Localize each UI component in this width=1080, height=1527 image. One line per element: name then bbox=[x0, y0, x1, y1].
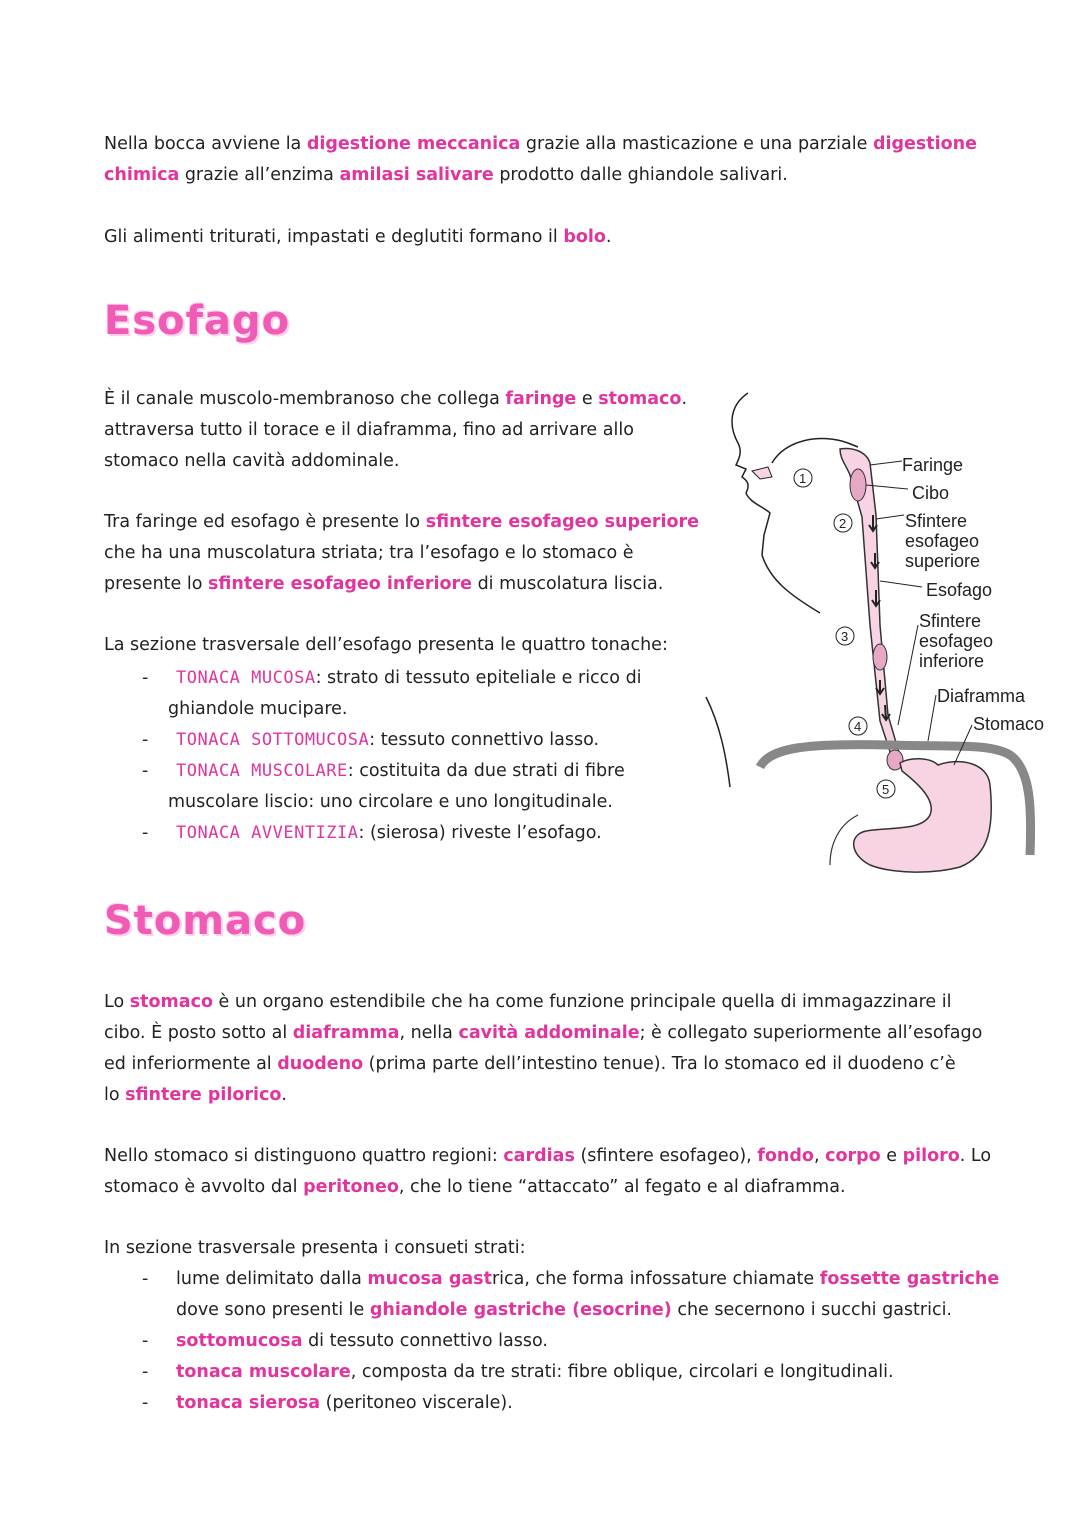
list-item: - TONACA AVVENTIZIA: (sierosa) riveste l’esofago. bbox=[142, 823, 602, 843]
section-title-esofago: Esofago bbox=[104, 298, 291, 344]
list-item: - TONACA SOTTOMUCOSA: tessuto connettivo lasso. bbox=[142, 730, 600, 750]
list-item: - tonaca muscolare, composta da tre strati: fibre oblique, circolari e longitudinali. bbox=[142, 1362, 894, 1382]
stomaco-paragraph-3: In sezione trasversale presenta i consueti strati: bbox=[104, 1238, 526, 1258]
list-item: - sottomucosa di tessuto connettivo lasso. bbox=[142, 1331, 548, 1351]
diagram-number-3: 3 bbox=[841, 629, 849, 644]
stomaco-paragraph-1: Lo stomaco è un organo estendibile che ha come funzione principale quella di immagazzinare il cibo. È posto sotto al diaframma, nella cavità addominale; è collegato superiormente all’esofago ed inferiormente al duodeno (prima parte dell’intestino tenue). Tra lo stomaco ed il duodeno c’è lo sfintere pilorico. bbox=[104, 992, 983, 1105]
section-title-stomaco: Stomaco bbox=[104, 898, 307, 944]
label-sfintere-superiore-1: Sfintere bbox=[905, 511, 968, 531]
tonache-list bbox=[104, 663, 642, 849]
strati-list bbox=[104, 1264, 999, 1419]
list-item: - lume delimitato dalla mucosa gastrica, che forma infossature chiamate fossette gastriche dove sono presenti le ghiandole gastriche (esocrine) che secernono i succhi gastrici. bbox=[142, 1269, 1000, 1320]
intro-paragraph-1: Nella bocca avviene la digestione meccanica grazie alla masticazione e una parziale digestione chimica grazie all’enzima amilasi salivare prodotto dalle ghiandole salivari. bbox=[104, 134, 977, 185]
label-sfintere-inferiore-1: Sfintere bbox=[919, 611, 982, 631]
list-item: - TONACA MUCOSA: strato di tessuto epiteliale e ricco di ghiandole mucipare. bbox=[142, 668, 642, 719]
intro-paragraph-2: Gli alimenti triturati, impastati e deglutiti formano il bolo. bbox=[104, 227, 612, 247]
esofago-paragraph-3: La sezione trasversale dell’esofago presenta le quattro tonache: bbox=[104, 635, 668, 655]
diagram-number-1: 1 bbox=[799, 471, 807, 486]
label-stomaco: Stomaco bbox=[973, 714, 1045, 734]
label-faringe: Faringe bbox=[902, 455, 964, 475]
esofago-paragraph-2: Tra faringe ed esofago è presente lo sfintere esofageo superiore che ha una muscolatura striata; tra l’esofago e lo stomaco è presente lo sfintere esofageo inferiore di muscolatura liscia. bbox=[104, 512, 700, 594]
esophagus-diagram bbox=[690, 385, 1070, 890]
label-sfintere-superiore-3: superiore bbox=[905, 551, 981, 571]
label-sfintere-superiore-2: esofageo bbox=[905, 531, 980, 551]
label-cibo: Cibo bbox=[912, 483, 950, 503]
label-diaframma: Diaframma bbox=[937, 686, 1026, 706]
esofago-paragraph-1: È il canale muscolo-membranoso che collega faringe e stomaco. attraversa tutto il torace e il diaframma, fino ad arrivare allo stomaco nella cavità addominale. bbox=[104, 389, 688, 471]
label-esofago: Esofago bbox=[926, 580, 993, 600]
stomaco-paragraph-2: Nello stomaco si distinguono quattro regioni: cardias (sfintere esofageo), fondo, corpo e piloro. Lo stomaco è avvolto dal peritoneo, che lo tiene “attaccato” al fegato e al diaframma. bbox=[104, 1146, 992, 1197]
label-sfintere-inferiore-3: inferiore bbox=[919, 651, 985, 671]
label-sfintere-inferiore-2: esofageo bbox=[919, 631, 994, 651]
diagram-number-2: 2 bbox=[839, 516, 847, 531]
diagram-number-5: 5 bbox=[882, 782, 890, 797]
list-item: - tonaca sierosa (peritoneo viscerale). bbox=[142, 1393, 513, 1413]
diagram-number-4: 4 bbox=[854, 719, 862, 734]
list-item: - TONACA MUSCOLARE: costituita da due strati di fibre muscolare liscio: uno circolare e uno longitudinale. bbox=[142, 761, 625, 812]
